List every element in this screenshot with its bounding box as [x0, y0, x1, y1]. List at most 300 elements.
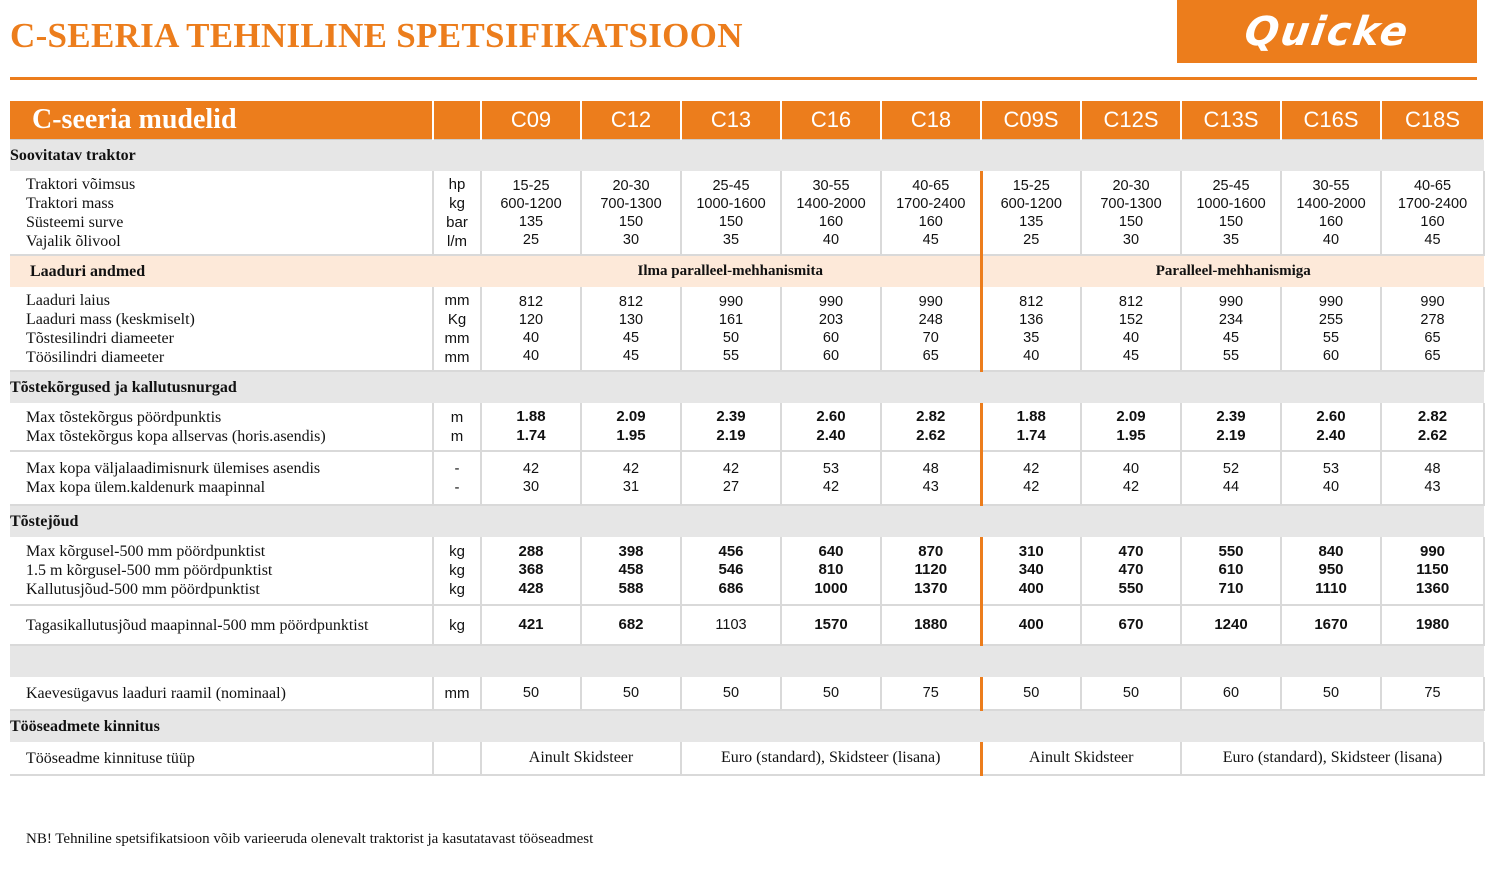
- value-cell: 50: [1081, 677, 1181, 710]
- cell-line: 710: [1218, 579, 1244, 597]
- value-cell: [781, 171, 881, 255]
- cell-line: 990: [1218, 293, 1244, 310]
- value-cell: 1980: [1381, 605, 1484, 645]
- model-c13s: C13S: [1181, 101, 1281, 140]
- cell-line: 135: [1019, 213, 1044, 230]
- section-title: Tõstejõud: [10, 505, 1484, 537]
- cell-line: 35: [1023, 329, 1040, 346]
- cell-line: 1.88: [516, 408, 546, 425]
- value-cell: [481, 287, 581, 371]
- cell-line: 30-55: [1312, 177, 1350, 194]
- value-cell: [581, 171, 681, 255]
- cell-line: 470: [1118, 542, 1144, 560]
- value-cell: [1381, 403, 1484, 451]
- cell-line: l/m: [447, 232, 467, 250]
- cell-line: 42: [1023, 479, 1040, 495]
- cell-line: 40: [522, 347, 540, 364]
- value-cell: [1381, 537, 1484, 605]
- cell-line: 25-45: [712, 177, 750, 194]
- cell-line: 1120: [914, 561, 948, 579]
- cell-line: 2.40: [816, 426, 846, 444]
- cell-line: 1.95: [1116, 426, 1146, 444]
- cell-line: 65: [1424, 329, 1441, 346]
- row-forces: [10, 537, 1484, 605]
- value-cell: 1240: [1181, 605, 1281, 645]
- cell-line: 150: [1118, 213, 1144, 230]
- cell-line: 1.74: [1016, 426, 1046, 444]
- value-cell: 1880: [881, 605, 981, 645]
- model-c18: C18: [881, 101, 981, 140]
- value-cell: [881, 537, 981, 605]
- cell-line: 610: [1218, 561, 1244, 579]
- row-label: [10, 537, 433, 605]
- cell-line: bar: [446, 213, 468, 231]
- value-cell: [1181, 537, 1281, 605]
- row-heights-b: [10, 451, 1484, 505]
- value-cell: [1281, 403, 1381, 451]
- value-cell: [981, 171, 1081, 255]
- value-cell: 682: [581, 605, 681, 645]
- value-cell: 50: [981, 677, 1081, 710]
- cell-line: 686: [718, 579, 744, 597]
- value-cell: [581, 537, 681, 605]
- unit-blank: [433, 255, 481, 287]
- cell-line: 60: [822, 347, 840, 364]
- cell-line: 1000: [814, 579, 848, 597]
- cell-line: 398: [618, 542, 644, 560]
- cell-line: Traktori mass: [26, 194, 114, 212]
- value-cell: 50: [781, 677, 881, 710]
- cell-line: 42: [1023, 461, 1040, 477]
- value-cell: 50: [1281, 677, 1381, 710]
- row-unit: [433, 171, 481, 255]
- cell-line: 65: [1424, 347, 1441, 364]
- cell-line: 456: [718, 542, 744, 560]
- value-cell: [1381, 287, 1484, 371]
- cell-line: 30: [522, 479, 540, 495]
- cell-line: 1110: [1315, 579, 1347, 597]
- value-cell: [1181, 403, 1281, 451]
- model-c13: C13: [681, 101, 781, 140]
- empty-cell: [10, 645, 1484, 677]
- value-cell: [481, 171, 581, 255]
- value-cell: 421: [481, 605, 581, 645]
- cell-line: 1400-2000: [796, 195, 866, 212]
- cell-line: 60: [1322, 347, 1340, 364]
- section-forces: [10, 505, 1484, 537]
- cell-line: 990: [818, 293, 844, 310]
- row-unit: [433, 287, 481, 371]
- cell-line: 1000-1600: [1196, 195, 1266, 212]
- value-cell: [981, 287, 1081, 371]
- value-cell: [581, 403, 681, 451]
- value-cell: Euro (standard), Skidsteer (lisana): [681, 742, 981, 775]
- cell-line: 42: [522, 461, 540, 477]
- cell-line: 1150: [1416, 561, 1449, 579]
- value-cell: 1670: [1281, 605, 1381, 645]
- value-cell: [981, 451, 1081, 505]
- cell-line: 812: [518, 293, 544, 310]
- value-cell: 75: [1381, 677, 1484, 710]
- cell-line: 130: [618, 311, 644, 328]
- value-cell: [681, 451, 781, 505]
- cell-line: 27: [722, 479, 740, 495]
- row-unit: kg: [433, 605, 481, 645]
- value-cell: [1081, 451, 1181, 505]
- cell-line: 1.88: [1016, 408, 1046, 425]
- row-unit: [433, 403, 481, 451]
- cell-line: 53: [1322, 461, 1340, 477]
- cell-line: 160: [918, 213, 943, 230]
- cell-line: -: [454, 479, 460, 496]
- cell-line: kg: [449, 562, 465, 579]
- cell-line: Kg: [447, 310, 467, 328]
- cell-line: 1.95: [616, 426, 646, 444]
- row-unit: [433, 451, 481, 505]
- value-cell: [1381, 171, 1484, 255]
- value-cell: [1081, 171, 1181, 255]
- cell-line: 2.09: [616, 408, 646, 425]
- cell-line: mm: [444, 291, 470, 309]
- unit-header: [433, 101, 481, 140]
- cell-line: Vajalik õlivool: [26, 232, 121, 250]
- value-cell: 1570: [781, 605, 881, 645]
- cell-line: Tõstesilindri diameeter: [26, 329, 174, 347]
- value-cell: [1181, 287, 1281, 371]
- cell-line: 588: [618, 579, 644, 597]
- cell-line: Max kõrgusel-500 mm pöördpunktist: [26, 543, 266, 560]
- value-cell: 400: [981, 605, 1081, 645]
- cell-line: kg: [449, 543, 465, 560]
- cell-line: 40-65: [912, 177, 950, 194]
- value-cell: [781, 287, 881, 371]
- cell-line: 2.09: [1116, 408, 1146, 425]
- cell-line: 203: [818, 311, 844, 328]
- value-cell: 50: [481, 677, 581, 710]
- row-heights-a: [10, 403, 1484, 451]
- value-cell: 50: [681, 677, 781, 710]
- series-label: C-seeria mudelid: [10, 101, 433, 140]
- value-cell: [481, 403, 581, 451]
- cell-line: 310: [1018, 542, 1044, 560]
- model-c09s: C09S: [981, 101, 1081, 140]
- value-cell: Ainult Skidsteer: [481, 742, 681, 775]
- cell-line: 2.62: [916, 426, 946, 444]
- cell-line: Laaduri laius: [26, 291, 110, 309]
- value-cell: [1181, 171, 1281, 255]
- cell-line: 20-30: [612, 177, 650, 194]
- cell-line: Töösilindri diameeter: [26, 348, 165, 366]
- cell-line: 25: [522, 231, 540, 248]
- section-mount: [10, 710, 1484, 742]
- value-cell: [881, 287, 981, 371]
- value-cell: [781, 537, 881, 605]
- cell-line: 1370: [914, 579, 948, 597]
- value-cell: 670: [1081, 605, 1181, 645]
- cell-line: 1700-2400: [1397, 195, 1468, 212]
- value-cell: [581, 451, 681, 505]
- value-cell: [481, 451, 581, 505]
- cell-line: 55: [722, 347, 740, 364]
- row-dig-depth: [10, 677, 1484, 710]
- cell-line: 2.60: [816, 408, 846, 425]
- cell-line: 812: [1019, 293, 1044, 310]
- cell-line: 458: [618, 561, 644, 579]
- value-cell: [781, 403, 881, 451]
- cell-line: Max kopa väljalaadimisnurk ülemises asendis: [26, 460, 321, 477]
- row-label: Tööseadme kinnituse tüüp: [10, 742, 433, 775]
- cell-line: 2.19: [1216, 426, 1246, 444]
- cell-line: mm: [444, 348, 470, 366]
- cell-line: 30-55: [812, 177, 850, 194]
- cell-line: 35: [722, 231, 740, 248]
- cell-line: 870: [918, 542, 944, 560]
- cell-line: 45: [1122, 347, 1140, 364]
- cell-line: 2.19: [716, 426, 746, 444]
- section-title: Laaduri andmed: [10, 255, 433, 287]
- value-cell: 50: [581, 677, 681, 710]
- cell-line: 950: [1318, 561, 1344, 579]
- section-tractor: [10, 140, 1484, 172]
- cell-line: 45: [1222, 329, 1240, 346]
- page-title: C-SEERIA TEHNILINE SPETSIFIKATSIOON: [10, 16, 743, 55]
- cell-line: 50: [722, 329, 740, 346]
- value-cell: Ainult Skidsteer: [981, 742, 1181, 775]
- value-cell: [681, 537, 781, 605]
- cell-line: 55: [1222, 347, 1240, 364]
- row-label: [10, 171, 433, 255]
- cell-line: 42: [622, 461, 640, 477]
- cell-line: 990: [1419, 542, 1446, 560]
- cell-line: 810: [818, 561, 844, 579]
- cell-line: m: [450, 408, 464, 426]
- cell-line: 990: [918, 293, 943, 310]
- cell-line: 150: [718, 213, 744, 230]
- cell-line: 40-65: [1413, 177, 1452, 194]
- value-cell: [981, 537, 1081, 605]
- cell-line: 60: [822, 329, 840, 346]
- cell-line: 40: [1322, 231, 1340, 248]
- value-cell: [1081, 403, 1181, 451]
- cell-line: 255: [1318, 311, 1344, 328]
- value-cell: [481, 537, 581, 605]
- value-cell: [1081, 537, 1181, 605]
- group-label-left: Ilma paralleel-mehhanismita: [481, 255, 981, 287]
- cell-line: hp: [448, 175, 466, 193]
- section-title: Tõstekõrgused ja kallutusnurgad: [10, 371, 1484, 403]
- cell-line: 2.62: [1417, 426, 1448, 444]
- cell-line: 340: [1018, 561, 1044, 579]
- cell-line: 1000-1600: [696, 195, 766, 212]
- cell-line: 45: [922, 231, 939, 248]
- cell-line: 42: [722, 461, 740, 477]
- value-cell: [1181, 451, 1281, 505]
- cell-line: 45: [622, 329, 640, 346]
- cell-line: 160: [818, 213, 844, 230]
- cell-line: 45: [1424, 231, 1441, 248]
- cell-line: 42: [822, 479, 840, 495]
- value-cell: [981, 403, 1081, 451]
- cell-line: 278: [1420, 311, 1445, 328]
- cell-line: 812: [618, 293, 644, 310]
- cell-line: 25: [1023, 231, 1040, 248]
- cell-line: Süsteemi surve: [26, 213, 124, 231]
- value-cell: [681, 171, 781, 255]
- cell-line: 1360: [1415, 579, 1450, 597]
- row-unit: [433, 742, 481, 775]
- cell-line: 52: [1222, 461, 1240, 477]
- cell-line: 248: [918, 311, 943, 328]
- value-cell: [1281, 287, 1381, 371]
- cell-line: 40: [1322, 479, 1340, 495]
- cell-line: Max tõstekõrgus pöördpunktis: [26, 408, 222, 426]
- value-cell: [1381, 451, 1484, 505]
- cell-line: 25-45: [1212, 177, 1250, 194]
- cell-line: 70: [922, 329, 939, 346]
- cell-line: 160: [1420, 213, 1445, 230]
- model-c12: C12: [581, 101, 681, 140]
- row-back-tipping: [10, 605, 1484, 645]
- cell-line: -: [454, 460, 460, 477]
- row-unit: mm: [433, 677, 481, 710]
- cell-line: 2.82: [1417, 408, 1448, 425]
- cell-line: Kallutusjõud-500 mm pöördpunktist: [26, 581, 260, 598]
- group-label-right: Paralleel-mehhanismiga: [981, 255, 1484, 287]
- row-label: Kaevesügavus laaduri raamil (nominaal): [10, 677, 433, 710]
- cell-line: 40: [522, 329, 540, 346]
- cell-line: 2.39: [716, 408, 746, 425]
- section-heights: [10, 371, 1484, 403]
- cell-line: 15-25: [512, 177, 550, 194]
- cell-line: 1.5 m kõrgusel-500 mm pöördpunktist: [26, 562, 273, 579]
- cell-line: 160: [1318, 213, 1344, 230]
- cell-line: kg: [449, 581, 465, 598]
- cell-line: 1.74: [516, 426, 546, 444]
- cell-line: 40: [1122, 461, 1140, 477]
- value-cell: [681, 287, 781, 371]
- cell-line: 40: [822, 231, 840, 248]
- value-cell: [681, 403, 781, 451]
- cell-line: 550: [1118, 579, 1144, 597]
- cell-line: 550: [1218, 542, 1244, 560]
- cell-line: 234: [1218, 311, 1244, 328]
- cell-line: 700-1300: [1100, 195, 1162, 212]
- row-loader: [10, 287, 1484, 371]
- cell-line: 600-1200: [1000, 195, 1062, 212]
- cell-line: 42: [1122, 479, 1140, 495]
- cell-line: Laaduri mass (keskmiselt): [26, 310, 195, 328]
- cell-line: 428: [518, 579, 544, 597]
- cell-line: 40: [1023, 347, 1040, 364]
- section-title: Soovitatav traktor: [10, 140, 1484, 172]
- quicke-logo: [1177, 0, 1477, 63]
- cell-line: 1700-2400: [896, 195, 966, 212]
- header-row: [10, 101, 1484, 140]
- row-mount-type: [10, 742, 1484, 775]
- row-unit: [433, 537, 481, 605]
- cell-line: 2.40: [1316, 426, 1346, 444]
- cell-line: 48: [1424, 461, 1441, 477]
- cell-line: 40: [1122, 329, 1140, 346]
- value-cell: [881, 171, 981, 255]
- row-label: [10, 403, 433, 451]
- cell-line: m: [450, 427, 464, 445]
- cell-line: Max tõstekõrgus kopa allservas (horis.asendis): [26, 427, 326, 445]
- cell-line: 400: [1018, 579, 1044, 597]
- cell-line: 120: [518, 311, 544, 328]
- value-cell: [581, 287, 681, 371]
- cell-line: 55: [1322, 329, 1340, 346]
- section-title: Tööseadmete kinnitus: [10, 710, 1484, 742]
- cell-line: 43: [1424, 479, 1441, 495]
- footnote: NB! Tehniline spetsifikatsioon võib varieeruda olenevalt traktorist ja kasutatavast tööseadmest: [26, 831, 594, 847]
- cell-line: 2.39: [1216, 408, 1246, 425]
- model-c16s: C16S: [1281, 101, 1381, 140]
- row-label: [10, 451, 433, 505]
- cell-line: 43: [922, 479, 939, 495]
- cell-line: 470: [1118, 561, 1144, 579]
- model-c12s: C12S: [1081, 101, 1181, 140]
- section-loader: [10, 255, 1484, 287]
- cell-line: 44: [1222, 479, 1240, 495]
- cell-line: 48: [922, 461, 939, 477]
- value-cell: [1081, 287, 1181, 371]
- cell-line: 2.82: [916, 408, 946, 425]
- cell-line: 990: [1420, 293, 1445, 310]
- cell-line: kg: [449, 194, 465, 212]
- row-tractor: [10, 171, 1484, 255]
- cell-line: 640: [818, 542, 844, 560]
- cell-line: 65: [922, 347, 939, 364]
- cell-line: 20-30: [1112, 177, 1150, 194]
- cell-line: Traktori võimsus: [26, 175, 136, 193]
- spec-table: [10, 101, 1485, 776]
- row-label: [10, 287, 433, 371]
- value-cell: 1103: [681, 605, 781, 645]
- cell-line: 990: [1318, 293, 1344, 310]
- cell-line: 35: [1222, 231, 1240, 248]
- title-rule: [10, 77, 1477, 80]
- cell-line: 2.60: [1316, 408, 1346, 425]
- cell-line: 150: [618, 213, 644, 230]
- cell-line: Max kopa ülem.kaldenurk maapinnal: [26, 479, 266, 496]
- cell-line: 45: [622, 347, 640, 364]
- cell-line: 600-1200: [500, 195, 562, 212]
- cell-line: 546: [718, 561, 744, 579]
- cell-line: 53: [822, 461, 840, 477]
- cell-line: 840: [1318, 542, 1344, 560]
- value-cell: [881, 451, 981, 505]
- model-c09: C09: [481, 101, 581, 140]
- cell-line: 135: [518, 213, 544, 230]
- value-cell: 60: [1181, 677, 1281, 710]
- value-cell: [1281, 451, 1381, 505]
- cell-line: 15-25: [1012, 177, 1050, 194]
- row-label: Tagasikallutusjõud maapinnal-500 mm pöördpunktist: [10, 605, 433, 645]
- value-cell: [1281, 537, 1381, 605]
- value-cell: 75: [881, 677, 981, 710]
- value-cell: [1281, 171, 1381, 255]
- value-cell: [781, 451, 881, 505]
- cell-line: 30: [1122, 231, 1140, 248]
- empty-band: [10, 645, 1484, 677]
- cell-line: 700-1300: [600, 195, 662, 212]
- cell-line: 368: [518, 561, 544, 579]
- cell-line: 288: [518, 542, 544, 560]
- value-cell: [881, 403, 981, 451]
- cell-line: 1400-2000: [1296, 195, 1366, 212]
- cell-line: 152: [1118, 311, 1144, 328]
